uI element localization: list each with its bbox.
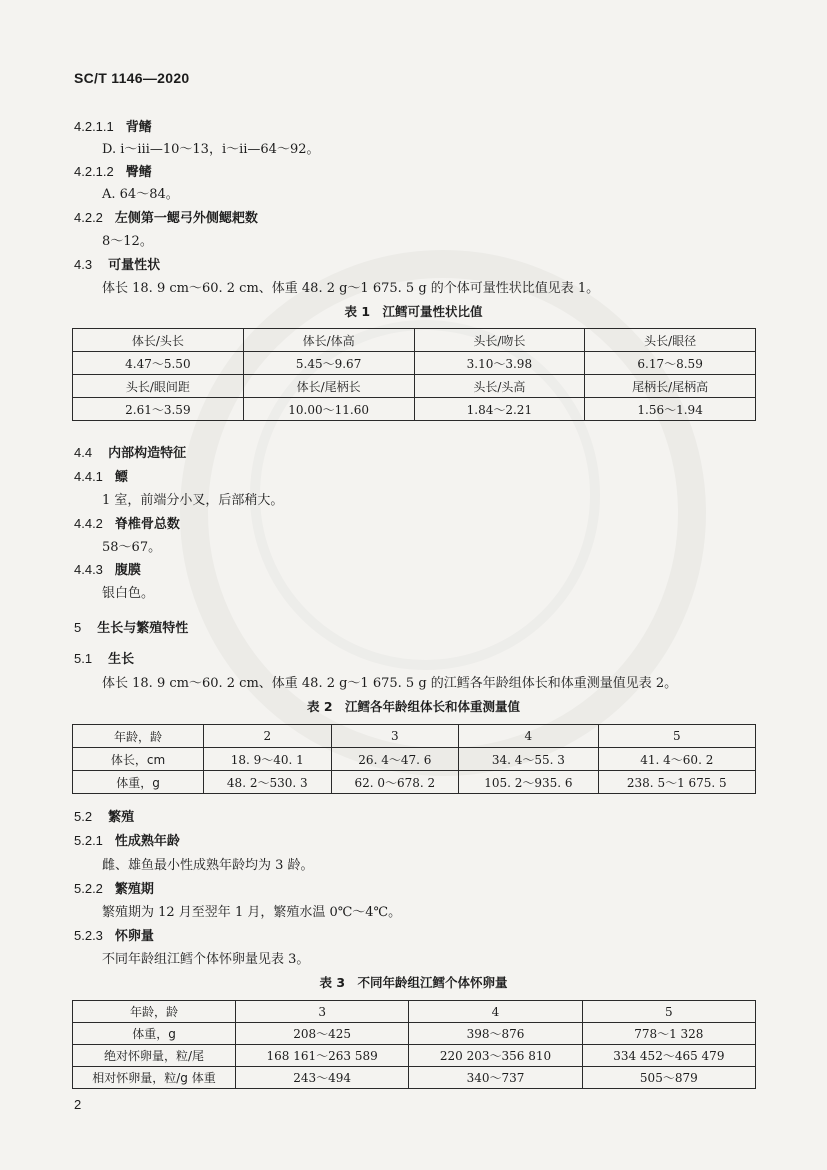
table-cell: 体长/尾柄长: [243, 375, 414, 398]
text-4-2-1-2: A. 64～84。: [102, 187, 179, 202]
table-row: [73, 352, 756, 375]
heading-4-2-1-1: 4.2.1.1 背鳍: [74, 119, 152, 135]
table-row: [73, 771, 756, 794]
table-cell: 年龄，龄: [73, 1001, 236, 1023]
table-cell: 体长/头长: [73, 329, 244, 352]
table-cell: 334 452～465 479: [582, 1045, 755, 1067]
table-cell: 绝对怀卵量，粒/尾: [73, 1045, 236, 1067]
table-cell: 3: [331, 725, 459, 748]
table-cell: 3: [236, 1001, 409, 1023]
table-cell: 105. 2～935. 6: [459, 771, 598, 794]
table-cell: 3.10～3.98: [414, 352, 585, 375]
text-4-4-1: 1 室，前端分小叉，后部稍大。: [102, 493, 284, 508]
table-cell: 4: [409, 1001, 582, 1023]
heading-5-2-1: 5.2.1 性成熟年龄: [74, 833, 180, 849]
page-number: 2: [74, 1097, 82, 1112]
table-row: [73, 725, 756, 748]
table-cell: 1.56～1.94: [585, 398, 756, 421]
text-4-2-2: 8～12。: [102, 234, 153, 249]
table-cell: 头长/眼间距: [73, 375, 244, 398]
text-4-2-1-1: D. ⅰ～ⅲ—10～13，ⅰ～ⅱ—64～92。: [102, 142, 320, 157]
table-cell: 5.45～9.67: [243, 352, 414, 375]
heading-4-4-1: 4.4.1 鳔: [74, 469, 128, 485]
table-row: [73, 329, 756, 352]
heading-5-2-3: 5.2.3 怀卵量: [74, 928, 154, 944]
table3-caption: 表 3 不同年龄组江鳕个体怀卵量: [319, 975, 508, 990]
table-cell: 208～425: [236, 1023, 409, 1045]
table1: [72, 328, 756, 421]
text-4-4-3: 银白色。: [102, 586, 155, 601]
table-cell: 6.17～8.59: [585, 352, 756, 375]
table-cell: 尾柄长/尾柄高: [585, 375, 756, 398]
heading-5-2-2: 5.2.2 繁殖期: [74, 881, 154, 897]
heading-5-1: 5.1 生长: [74, 651, 135, 667]
table-cell: 340～737: [409, 1067, 582, 1089]
table-cell: 头长/吻长: [414, 329, 585, 352]
heading-5-2: 5.2 繁殖: [74, 809, 135, 825]
table-cell: 体重，g: [73, 1023, 236, 1045]
table-cell: 168 161～263 589: [236, 1045, 409, 1067]
table-cell: 体长/体高: [243, 329, 414, 352]
table-cell: 1.84～2.21: [414, 398, 585, 421]
table3: [72, 1000, 756, 1089]
heading-4-2-1-2: 4.2.1.2 臀鳍: [74, 164, 152, 180]
text-4-3: 体长 18. 9 cm～60. 2 cm、体重 48. 2 g～1 675. 5 g 的个体可量性状比值见表 1。: [102, 281, 600, 296]
table-row: [73, 398, 756, 421]
heading-4-4: 4.4 内部构造特征: [74, 445, 187, 461]
table-cell: 4: [459, 725, 598, 748]
table-cell: 10.00～11.60: [243, 398, 414, 421]
heading-4-4-2: 4.4.2 脊椎骨总数: [74, 516, 180, 532]
table-cell: 体重，g: [73, 771, 204, 794]
heading-4-2-2: 4.2.2 左侧第一鳃弓外侧鳃耙数: [74, 210, 258, 226]
table-cell: 4.47～5.50: [73, 352, 244, 375]
table-cell: 5: [582, 1001, 755, 1023]
text-5-2-2: 繁殖期为 12 月至翌年 1 月，繁殖水温 0℃～4℃。: [102, 905, 402, 920]
text-5-2-1: 雌、雄鱼最小性成熟年龄均为 3 龄。: [102, 858, 314, 873]
text-4-4-2: 58～67。: [102, 540, 162, 555]
table-cell: 相对怀卵量，粒/g 体重: [73, 1067, 236, 1089]
table-cell: 头长/眼径: [585, 329, 756, 352]
table-cell: 238. 5～1 675. 5: [598, 771, 755, 794]
table-cell: 5: [598, 725, 755, 748]
table-row: [73, 1067, 756, 1089]
table-cell: 243～494: [236, 1067, 409, 1089]
table-cell: 年龄，龄: [73, 725, 204, 748]
text-5-1: 体长 18. 9 cm～60. 2 cm、体重 48. 2 g～1 675. 5 g 的江鳕各年龄组体长和体重测量值见表 2。: [102, 676, 678, 691]
heading-5: 5 生长与繁殖特性: [74, 620, 189, 636]
heading-4-3: 4.3 可量性状: [74, 257, 161, 273]
table-cell: 2: [204, 725, 332, 748]
table-cell: 41. 4～60. 2: [598, 748, 755, 771]
table-cell: 505～879: [582, 1067, 755, 1089]
table2: [72, 724, 756, 794]
table2-caption: 表 2 江鳕各年龄组体长和体重测量值: [306, 699, 521, 714]
table-row: [73, 1045, 756, 1067]
table-cell: 62. 0～678. 2: [331, 771, 459, 794]
table-row: [73, 1001, 756, 1023]
table-cell: 34. 4～55. 3: [459, 748, 598, 771]
table-cell: 18. 9～40. 1: [204, 748, 332, 771]
table-cell: 2.61～3.59: [73, 398, 244, 421]
table-row: [73, 1023, 756, 1045]
table-row: [73, 375, 756, 398]
table-row: [73, 748, 756, 771]
table-cell: 778～1 328: [582, 1023, 755, 1045]
text-5-2-3: 不同年龄组江鳕个体怀卵量见表 3。: [102, 952, 310, 967]
standard-code: SC/T 1146—2020: [74, 70, 190, 86]
table-cell: 398～876: [409, 1023, 582, 1045]
table-cell: 体长，cm: [73, 748, 204, 771]
table-cell: 26. 4～47. 6: [331, 748, 459, 771]
heading-4-4-3: 4.4.3 腹膜: [74, 562, 141, 578]
table-cell: 220 203～356 810: [409, 1045, 582, 1067]
table1-caption: 表 1 江鳕可量性状比值: [344, 304, 483, 319]
table-cell: 头长/头高: [414, 375, 585, 398]
table-cell: 48. 2～530. 3: [204, 771, 332, 794]
